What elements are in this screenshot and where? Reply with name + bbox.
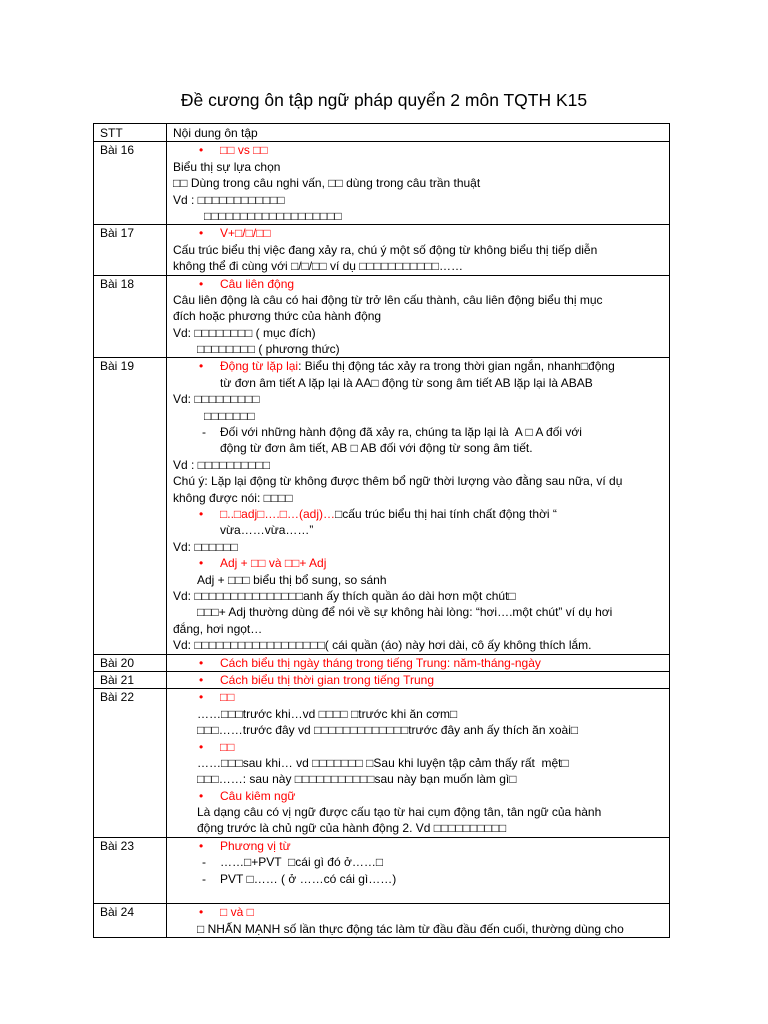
content-line — [173, 308, 669, 324]
bullet-item — [173, 655, 669, 671]
bullet-item — [173, 142, 669, 158]
text-segment: □□□□□□□□ ( phương thức) — [197, 342, 340, 357]
content-line — [173, 391, 669, 407]
content-line — [173, 192, 669, 208]
text-segment: Là dạng câu có vị ngữ được cấu tạo từ hai cụm động tân, tân ngữ của hành — [197, 805, 602, 820]
table-row — [94, 904, 670, 938]
highlighted-text: Cách biểu thị thời gian trong tiếng Trung — [220, 672, 435, 687]
lesson-content-cell — [167, 358, 670, 654]
content-line — [173, 887, 669, 903]
text-segment: Đối với những hành động đã xảy ra, chúng ta lặp lại là A □ A đối với — [220, 425, 582, 440]
table-header — [94, 124, 670, 142]
lesson-content-cell — [167, 654, 670, 671]
text-segment: Vd: □□□□□□□□□ — [173, 392, 260, 407]
highlighted-text: Phương vị từ — [220, 838, 291, 853]
highlighted-text: Cách biểu thị ngày tháng trong tiếng Trung: năm-tháng-ngày — [220, 655, 541, 670]
lesson-content-cell — [167, 275, 670, 358]
content-line — [173, 722, 669, 738]
lesson-number-cell: Bài 22 — [94, 689, 167, 838]
dash-item — [173, 854, 669, 870]
content-line — [173, 804, 669, 820]
text-segment: □□□……: sau này □□□□□□□□□□□sau này bạn muốn làm gì□ — [197, 772, 517, 787]
content-line — [173, 572, 669, 588]
highlighted-text: □□ — [220, 739, 235, 754]
highlighted-text: Câu kiêm ngữ — [220, 788, 296, 803]
bullet-item — [173, 904, 669, 920]
text-segment: □cấu trúc biểu thị hai tính chất động thời “ — [335, 507, 557, 521]
table-row — [94, 837, 670, 904]
content-line — [173, 771, 669, 787]
content-line — [173, 208, 669, 224]
text-segment: Vd: □□□□□□□□□□□□□□□□□□( cái quần (áo) này hơi dài, cô ấy không thích lắm. — [173, 638, 592, 653]
content-line — [173, 242, 669, 258]
dash-item — [173, 424, 669, 440]
content-line — [173, 258, 669, 274]
header-content: Nội dung ôn tập — [167, 124, 670, 142]
content-line — [173, 539, 669, 555]
lesson-number-cell: Bài 18 — [94, 275, 167, 358]
highlighted-text: □ và □ — [220, 905, 254, 920]
content-line — [173, 159, 669, 175]
bullet-item — [173, 838, 669, 854]
bullet-item — [173, 739, 669, 755]
lesson-content-cell — [167, 142, 670, 225]
text-segment: PVT □…… ( ở ……có cái gì……) — [220, 871, 397, 886]
text-segment: □□□□□□□ — [204, 408, 255, 423]
lesson-content-cell — [167, 904, 670, 938]
document-title: Đề cương ôn tập ngữ pháp quyển 2 môn TQTH K15 — [180, 90, 588, 110]
lesson-number-cell: Bài 24 — [94, 904, 167, 938]
content-line — [173, 755, 669, 771]
content-line — [173, 604, 669, 620]
bullet-item — [173, 358, 669, 374]
table-row — [94, 225, 670, 275]
content-line — [173, 473, 669, 489]
text-segment: □□□……trước đây vd □□□□□□□□□□□□□trước đây anh ấy thích ăn xoài□ — [197, 723, 579, 738]
text-segment: động từ đơn âm tiết, AB □ AB đối với động từ song âm tiết. — [220, 441, 533, 456]
text-segment: đích hoặc phương thức của hành động — [173, 309, 382, 324]
table-row — [94, 358, 670, 654]
table-row — [94, 142, 670, 225]
content-line — [173, 440, 669, 456]
content-line — [173, 588, 669, 604]
text-segment: từ đơn âm tiết A lặp lại là AA□ động từ song âm tiết AB lặp lại là ABAB — [220, 375, 593, 390]
text-segment: Câu liên động là câu có hai động từ trở lên cấu thành, câu liên động biểu thị mục — [173, 292, 603, 307]
text-segment: Adj + □□□ biểu thị bổ sung, so sánh — [197, 572, 387, 587]
text-segment: Chú ý: Lặp lại động từ không được thêm bổ ngữ thời lượng vào đằng sau nữa, ví dụ — [173, 474, 623, 489]
content-line — [173, 341, 669, 357]
text-segment: ……□□□trước khi…vd □□□□ □trước khi ăn cơm□ — [197, 706, 458, 721]
bullet-item — [173, 276, 669, 292]
content-line — [173, 375, 669, 391]
lesson-number-cell: Bài 21 — [94, 671, 167, 688]
highlighted-text: Động từ lặp lại — [220, 359, 299, 374]
highlighted-text: Câu liên động — [220, 276, 295, 291]
content-line — [173, 490, 669, 506]
highlighted-text: □□ vs □□ — [220, 143, 268, 158]
content-line — [173, 706, 669, 722]
highlighted-text: V+□/□/□□ — [220, 226, 271, 241]
text-segment: Vd : □□□□□□□□□□ — [173, 457, 271, 472]
lesson-number-cell: Bài 19 — [94, 358, 167, 654]
text-segment: Vd: □□□□□□□□□□□□□□□anh ấy thích quần áo dài hơn một chút□ — [173, 588, 516, 603]
grammar-outline-table — [93, 123, 670, 938]
text-segment: □□□□□□□□□□□□□□□□□□□ — [204, 208, 342, 223]
text-segment: □□□+ Adj thường dùng để nói về sự không hài lòng: “hơi….một chút” ví dụ hơi — [197, 605, 613, 620]
header-row — [94, 124, 670, 142]
text-segment: Vd: □□□□□□□□ ( mục đích) — [173, 325, 316, 340]
lesson-number-cell: Bài 20 — [94, 654, 167, 671]
lesson-content-cell — [167, 225, 670, 275]
text-segment: ……□□□sau khi… vd □□□□□□□ □Sau khi luyện tập cảm thấy rất mệt□ — [197, 755, 569, 770]
lesson-number-cell: Bài 16 — [94, 142, 167, 225]
content-line — [173, 820, 669, 836]
text-segment: Biểu thị sự lựa chọn — [173, 159, 281, 174]
table-row — [94, 654, 670, 671]
bullet-item — [173, 506, 669, 522]
text-segment: vừa……vừa……” — [220, 523, 314, 538]
content-line — [173, 408, 669, 424]
lesson-number-cell: Bài 23 — [94, 837, 167, 904]
lesson-content-cell — [167, 689, 670, 838]
content-line — [173, 457, 669, 473]
content-line — [173, 292, 669, 308]
highlighted-text: Adj + □□ và □□+ Adj — [220, 556, 327, 571]
lesson-content-cell — [167, 837, 670, 904]
text-segment: không thể đi cùng với □/□/□□ ví dụ □□□□□□□□□□□…… — [173, 259, 464, 274]
lesson-content-cell — [167, 671, 670, 688]
text-segment: : Biểu thị động tác xảy ra trong thời gian ngắn, nhanh□động — [298, 359, 615, 374]
highlighted-text: □..□adj□….□…(adj)… — [220, 507, 336, 521]
text-segment: không được nói: □□□□ — [173, 490, 293, 505]
content-line — [173, 522, 669, 538]
bullet-item — [173, 555, 669, 571]
text-segment: □ NHẤN MẠNH số lần thực động tác làm từ đầu đầu đến cuối, thường dùng cho — [197, 921, 624, 936]
text-segment: Vd : □□□□□□□□□□□□ — [173, 192, 285, 207]
content-line — [173, 175, 669, 191]
text-segment: □□ Dùng trong câu nghi vấn, □□ dùng trong câu trần thuật — [173, 176, 481, 191]
table-row — [94, 671, 670, 688]
table-row — [94, 689, 670, 838]
text-segment: Vd: □□□□□□ — [173, 539, 238, 554]
content-line — [173, 325, 669, 341]
text-segment: động trước là chủ ngữ của hành động 2. Vd □□□□□□□□□□ — [197, 821, 507, 836]
bullet-item — [173, 225, 669, 241]
bullet-item — [173, 689, 669, 705]
bullet-item — [173, 788, 669, 804]
content-line — [173, 921, 669, 937]
content-line — [173, 637, 669, 653]
dash-item — [173, 871, 669, 887]
highlighted-text: □□ — [220, 690, 235, 705]
lesson-number-cell: Bài 17 — [94, 225, 167, 275]
table-body — [94, 142, 670, 938]
text-segment: ……□+PVT □cái gì đó ở……□ — [220, 855, 384, 870]
text-segment: Cấu trúc biểu thị việc đang xảy ra, chú ý một số động từ không biểu thị tiếp diễn — [173, 242, 598, 257]
table-row — [94, 275, 670, 358]
text-segment: đắng, hơi ngọt… — [173, 621, 263, 636]
header-stt: STT — [94, 124, 167, 142]
content-line — [173, 621, 669, 637]
bullet-item — [173, 672, 669, 688]
